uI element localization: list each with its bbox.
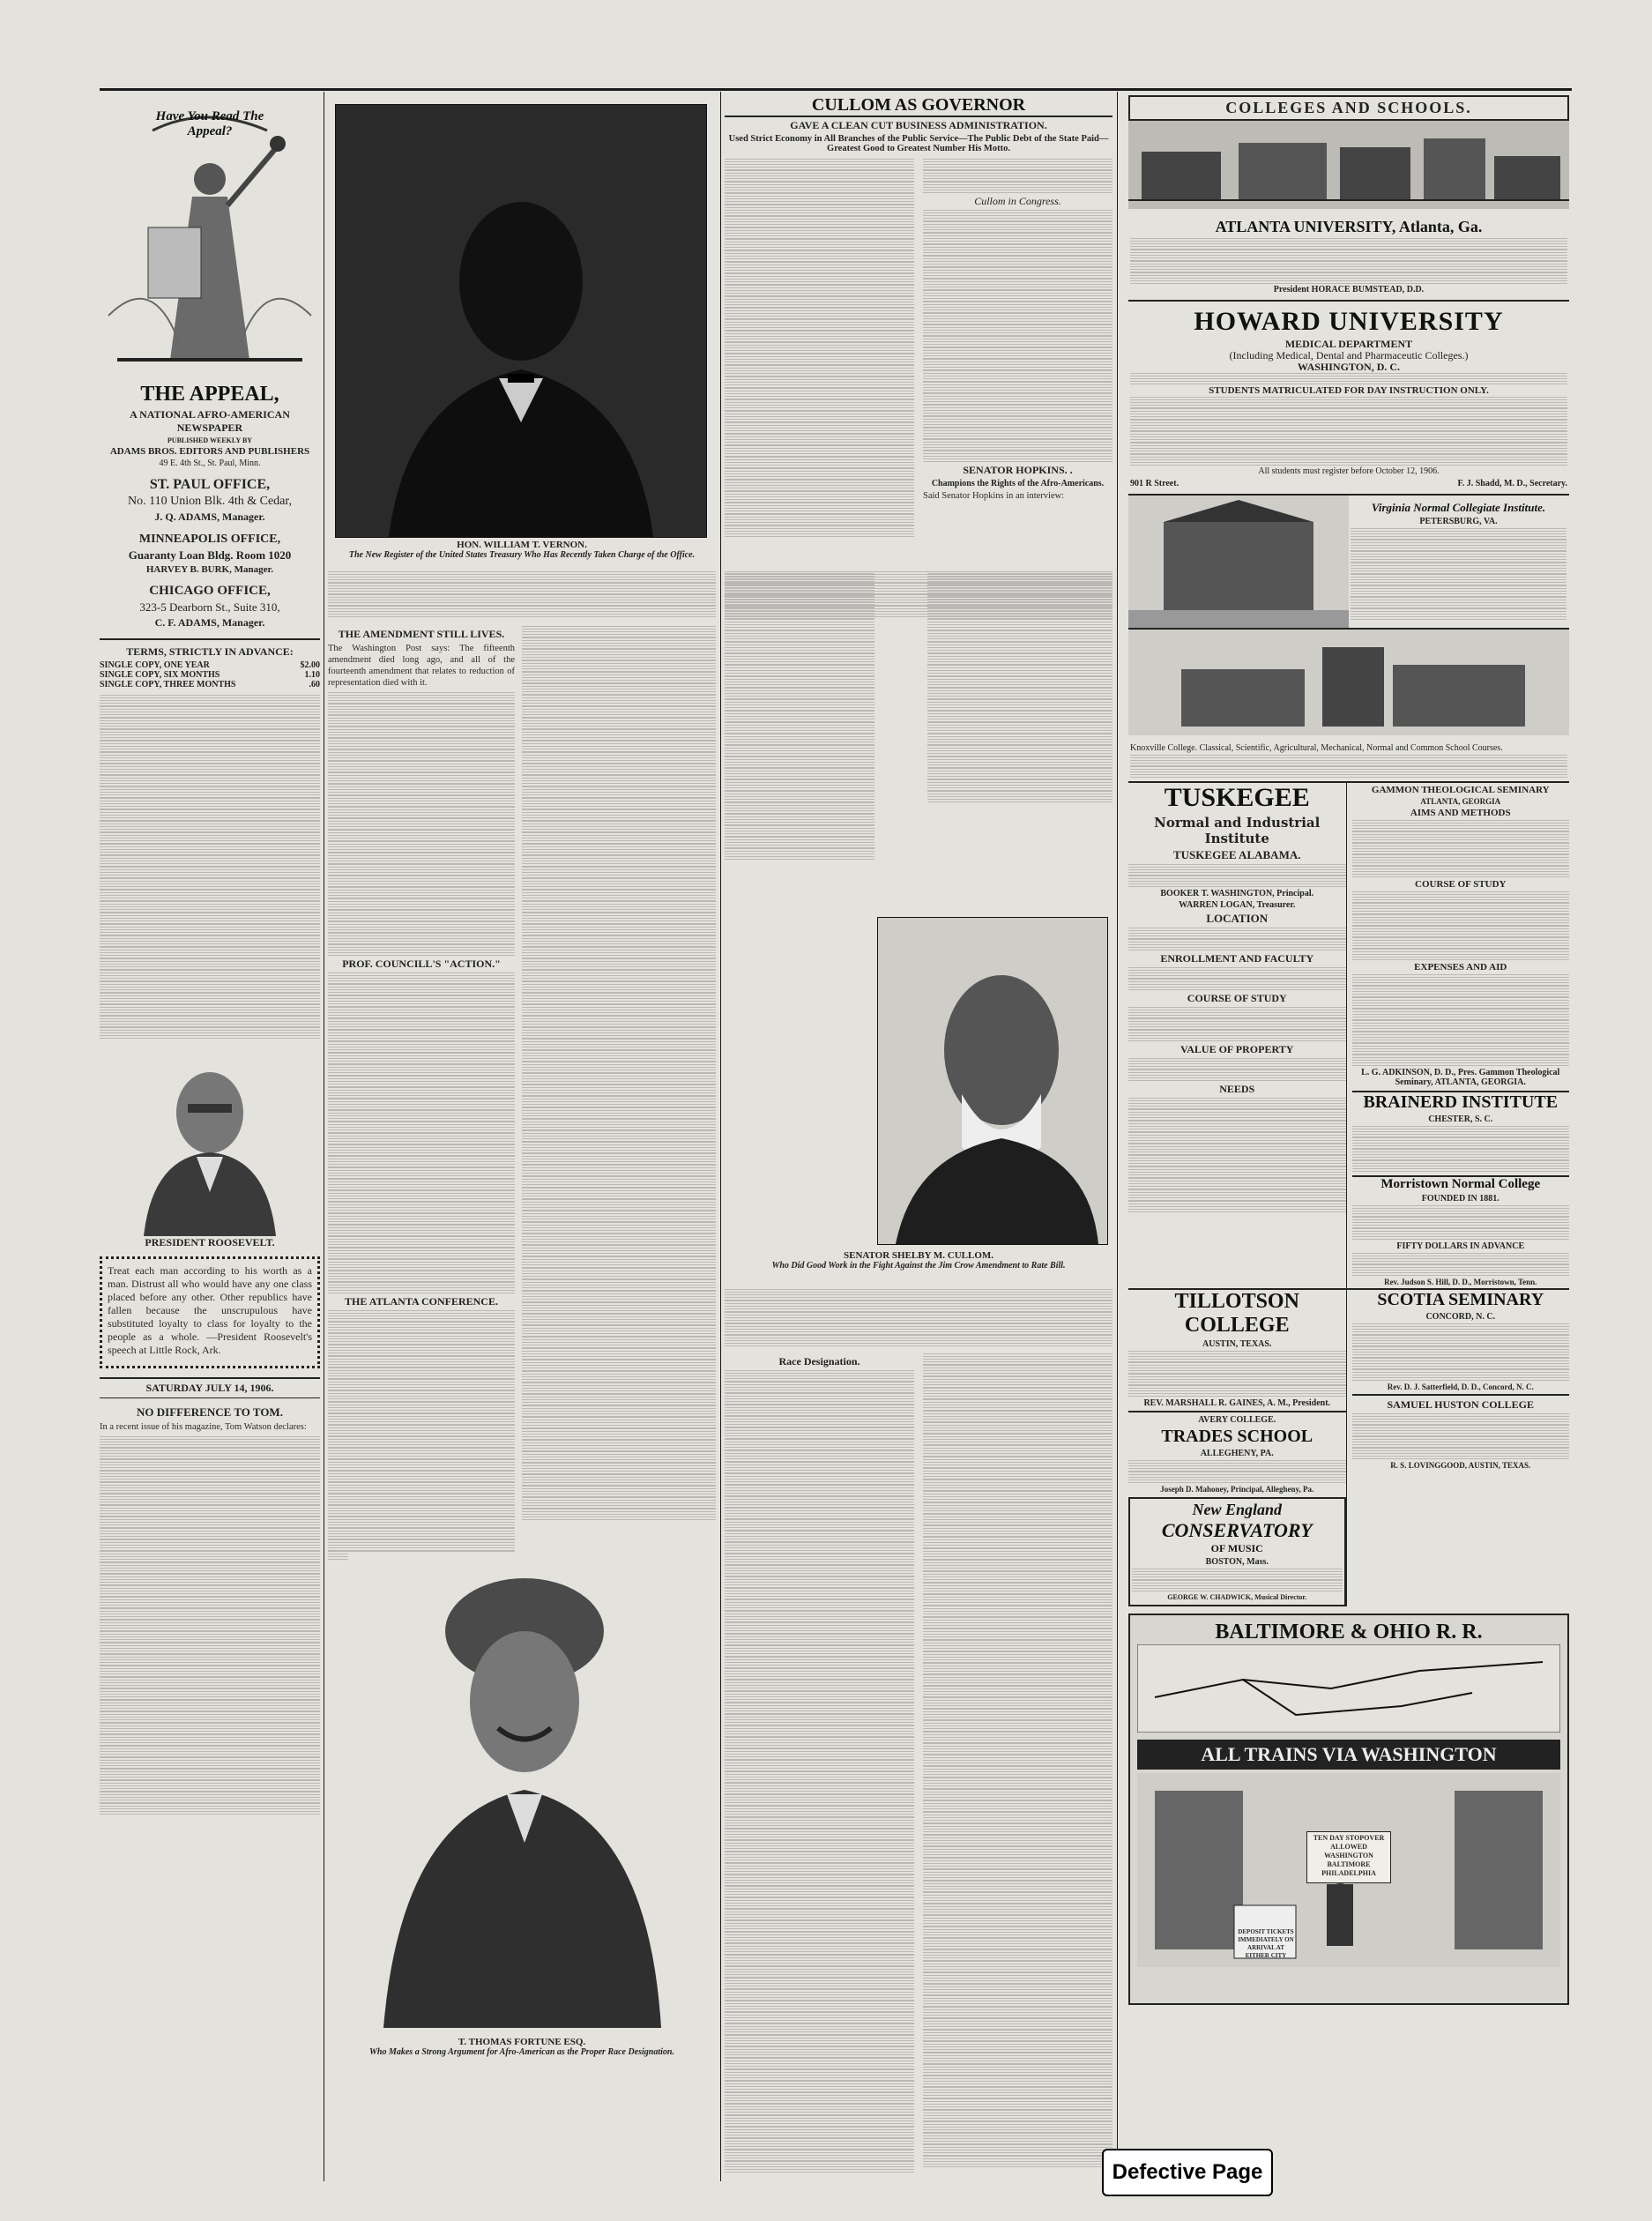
railroad-route-map [1137, 1644, 1560, 1733]
virginia-building [1128, 496, 1349, 628]
cullom-text-right [923, 159, 1112, 537]
scotia-president: Rev. D. J. Satterfield, D. D., Concord, N. C. [1387, 1383, 1534, 1391]
tillotson-ad [1128, 1290, 1347, 1606]
terms-row [100, 670, 320, 680]
tuskegee-property: VALUE OF PROPERTY [1180, 1043, 1294, 1055]
conservatory-ad [1128, 1497, 1346, 1606]
cullom-text-left [725, 159, 914, 537]
railroad-deposit: DEPOSIT TICKETS IMMEDIATELY ON ARRIVAL AT EITHER CITY [1238, 1928, 1294, 1959]
scotia-ad [1347, 1290, 1570, 1606]
office-manager: J. Q. ADAMS, Manager. [154, 511, 265, 523]
trades-place: ALLEGHENY, PA. [1200, 1449, 1274, 1458]
council-heading: PROF. COUNCILL'S "ACTION." [342, 958, 501, 970]
gammon-place: ATLANTA, GEORGIA [1420, 797, 1501, 806]
office-block [100, 477, 320, 630]
roosevelt-quote: Treat each man according to his worth as a man. Distrust all who would have any one class placed before any other. Other republics have fallen because the unscrupulous have substituted loyalty to class for loyalty to the people as a whole. —President Roosevelt's speech at Little Rock, Ark. [108, 1264, 312, 1356]
howard-university-ad [1128, 302, 1569, 496]
cullom-portrait [877, 917, 1108, 1245]
virginia-row [1128, 496, 1569, 630]
office-address: Guaranty Loan Bldg. Room 1020 [128, 548, 292, 562]
amendment-lead: The Washington Post says: The fifteenth amendment died long ago, and all of the fourteenth amendment that relates to reduction of representation died with it. [328, 644, 515, 688]
howard-address: 901 R Street. [1130, 479, 1179, 488]
race-heading: Race Designation. [778, 1355, 860, 1368]
publisher-address: 49 E. 4th St., St. Paul, Minn. [159, 458, 261, 468]
gammon-ad [1347, 783, 1570, 1288]
morristown-fee: FIFTY DOLLARS IN ADVANCE [1396, 1241, 1525, 1251]
paper-subtitle: A NATIONAL AFRO-AMERICAN NEWSPAPER [130, 408, 290, 434]
tuskegee-gammon-row [1128, 783, 1569, 1288]
conservatory-name2: CONSERVATORY [1161, 1519, 1313, 1541]
colleges-column [1128, 95, 1569, 2185]
office-name: MINNEAPOLIS OFFICE, [138, 533, 281, 546]
terms-price: $2.00 [300, 660, 320, 670]
tuskegee-ad [1128, 783, 1347, 1288]
howard-department: MEDICAL DEPARTMENT [1284, 338, 1413, 350]
race-designation-continued [923, 1353, 1112, 2182]
office-manager: HARVEY B. BURK, Manager. [145, 564, 274, 575]
trades-pre: AVERY COLLEGE. [1198, 1415, 1276, 1425]
no-difference-lead: In a recent issue of his magazine, Tom Watson declares: [100, 1422, 307, 1432]
publishers-line: ADAMS BROS. EDITORS AND PUBLISHERS [109, 446, 310, 457]
cullom-photo [878, 918, 1107, 1244]
office-address: 323-5 Dearborn St., Suite 310, [139, 600, 280, 614]
conservatory-director: GEORGE W. CHADWICK, Musical Director. [1167, 1593, 1307, 1601]
terms-heading: TERMS, STRICTLY IN ADVANCE: [126, 645, 294, 658]
cullom-subheading: GAVE A CLEAN CUT BUSINESS ADMINISTRATION. [790, 119, 1047, 131]
atlanta-university-buildings [1128, 121, 1569, 209]
atlanta-university-president: President HORACE BUMSTEAD, D.D. [1273, 285, 1425, 294]
terms-label: SINGLE COPY, ONE YEAR [100, 660, 210, 670]
race-designation-column [725, 1353, 914, 2182]
hopkins-subheading: Champions the Rights of the Afro-Americans. [931, 479, 1105, 488]
hopkins-continued [927, 573, 1112, 908]
cullom-caption: SENATOR SHELBY M. CULLOM. [843, 1250, 994, 1261]
top-rule [100, 88, 1572, 91]
conservatory-name1: New England [1192, 1501, 1283, 1518]
howard-name: HOWARD UNIVERSITY [1194, 307, 1504, 336]
fortune-subcaption: Who Makes a Strong Argument for Afro-American as the Proper Race Designation. [369, 2047, 674, 2057]
gammon-aims: AIMS AND METHODS [1410, 808, 1511, 818]
chicago-tribune-column [522, 626, 716, 1561]
conservatory-place: BOSTON, Mass. [1205, 1557, 1269, 1567]
railroad-stopover: TEN DAY STOPOVER ALLOWED WASHINGTON BALTIMORE PHILADELPHIA [1313, 1834, 1385, 1877]
fortune-caption: T. THOMAS FORTUNE ESQ. [458, 2037, 586, 2047]
terms-price: 1.10 [304, 670, 320, 680]
colleges-banner-text: COLLEGES AND SCHOOLS. [1225, 99, 1472, 116]
terms-row [100, 680, 320, 689]
railroad-deposit-sign [1236, 1928, 1296, 1963]
terms-label: SINGLE COPY, THREE MONTHS [100, 680, 236, 689]
cullom-continued-left [725, 573, 874, 1243]
amendment-heading: THE AMENDMENT STILL LIVES. [338, 628, 505, 640]
tuskegee-principal: BOOKER T. WASHINGTON, Principal. [1160, 889, 1314, 898]
fortune-portrait [348, 1552, 696, 2028]
terms-block [100, 638, 320, 1039]
tillotson-scotia-row [1128, 1288, 1569, 1606]
terms-fineprint [100, 695, 320, 1039]
gammon-study: COURSE OF STUDY [1415, 879, 1507, 890]
cullom-column [725, 95, 1112, 571]
brainerd-place: CHESTER, S. C. [1428, 1114, 1493, 1124]
gammon-name: GAMMON THEOLOGICAL SEMINARY [1371, 785, 1550, 795]
virginia-name: Virginia Normal Collegiate Institute. [1371, 501, 1546, 514]
cullom-caption-area [725, 1250, 1112, 1286]
trades-principal: Joseph D. Mahoney, Principal, Allegheny, Pa. [1160, 1485, 1314, 1494]
paper-title: THE APPEAL, [140, 383, 279, 406]
no-difference-body [100, 1436, 320, 1815]
masthead-column [100, 95, 320, 2185]
atlanta-university-name: ATLANTA UNIVERSITY, Atlanta, Ga. [1215, 218, 1483, 235]
fortune-caption-area [328, 2037, 716, 2072]
cullom-heading: CULLOM AS GOVERNOR [725, 95, 1112, 117]
knoxville-text: Knoxville College. Classical, Scientific, Agricultural, Mechanical, Normal and Common School Courses. [1130, 743, 1503, 753]
cullom-deck: Used Strict Economy in All Branches of the Public Service—The Public Debt of the State Paid—Greatest Good to Greatest Number His Motto. [728, 134, 1109, 153]
conservatory-name3: OF MUSIC [1210, 1542, 1263, 1554]
hopkins-heading: SENATOR HOPKINS. . [963, 464, 1073, 476]
cullom-closing [725, 1289, 1112, 1346]
morristown-founded: FOUNDED IN 1881. [1421, 1194, 1499, 1204]
tuskegee-study: COURSE OF STUDY [1187, 992, 1287, 1004]
published-line: PUBLISHED WEEKLY BY [167, 436, 253, 444]
fortune-engraving [348, 1552, 696, 2028]
tillotson-name: TILLOTSON COLLEGE [1174, 1290, 1299, 1337]
huston-president: R. S. LOVINGGOOD, AUSTIN, TEXAS. [1390, 1461, 1531, 1470]
railroad-ad [1128, 1614, 1569, 2005]
logo-lettering: Have You Read The Appeal? [155, 109, 264, 138]
virginia-ad [1349, 496, 1568, 628]
howard-register: All students must register before October 12, 1906. [1258, 466, 1440, 476]
appeal-logo [100, 95, 320, 377]
office-manager: C. F. ADAMS, Manager. [154, 616, 265, 629]
knoxville-buildings [1128, 630, 1569, 735]
vernon-caption: HON. WILLIAM T. VERNON. [457, 540, 587, 550]
column-rule [1117, 92, 1118, 2181]
howard-notice: STUDENTS MATRICULATED FOR DAY INSTRUCTION ONLY. [1209, 385, 1489, 396]
atlanta-university-ad [1128, 212, 1569, 302]
terms-label: SINGLE COPY, SIX MONTHS [100, 670, 220, 680]
roosevelt-quote-box [100, 1256, 320, 1368]
roosevelt-caption: PRESIDENT ROOSEVELT. [145, 1236, 275, 1248]
tuskegee-location: LOCATION [1206, 912, 1269, 925]
cullom-congress-heading: Cullom in Congress. [974, 195, 1061, 207]
colleges-banner [1128, 95, 1569, 121]
roosevelt-portrait [100, 1051, 320, 1236]
tuskegee-enrollment: ENROLLMENT AND FACULTY [1160, 952, 1314, 965]
column-rule [720, 92, 721, 2181]
gammon-expenses: EXPENSES AND AID [1414, 962, 1507, 973]
howard-includes: (Including Medical, Dental and Pharmaceutic Colleges.) [1229, 349, 1469, 361]
hopkins-lead: Said Senator Hopkins in an interview: [923, 491, 1065, 501]
howard-secretary: F. J. Shadd, M. D., Secretary. [1457, 479, 1567, 488]
scotia-name: SCOTIA SEMINARY [1377, 1290, 1544, 1309]
vernon-caption-area [328, 540, 716, 566]
knoxville-ad [1128, 739, 1569, 783]
roosevelt-engraving [100, 1051, 320, 1236]
amendment-column [328, 626, 515, 1561]
howard-place: WASHINGTON, D. C. [1297, 361, 1401, 373]
railroad-stopover-sign [1306, 1831, 1391, 1883]
tillotson-place: AUSTIN, TEXAS. [1202, 1339, 1272, 1349]
gammon-president: L. G. ADKINSON, D. D., Pres. Gammon Theological Seminary, ATLANTA, GEORGIA. [1361, 1068, 1560, 1087]
trades-name: TRADES SCHOOL [1161, 1427, 1313, 1446]
tuskegee-needs: NEEDS [1219, 1083, 1255, 1095]
terms-price: .60 [309, 680, 320, 689]
tuskegee-name: TUSKEGEE [1164, 783, 1310, 812]
tuskegee-place: TUSKEGEE ALABAMA. [1173, 848, 1301, 861]
defective-page-stamp: Defective Page [1102, 2149, 1273, 2196]
vernon-intro [328, 571, 716, 617]
tillotson-president: REV. MARSHALL R. GAINES, A. M., President. [1143, 1398, 1331, 1408]
terms-row [100, 660, 320, 670]
huston-name: SAMUEL HUSTON COLLEGE [1387, 1398, 1534, 1411]
tuskegee-sub: Normal and Industrial Institute [1154, 815, 1321, 846]
virginia-place: PETERSBURG, VA. [1419, 517, 1498, 526]
office-address: No. 110 Union Blk. 4th & Cedar, [128, 495, 292, 508]
scotia-place: CONCORD, N. C. [1425, 1312, 1496, 1322]
office-name: ST. PAUL OFFICE, [149, 477, 271, 492]
brainerd-name: BRAINERD INSTITUTE [1363, 1092, 1559, 1112]
cullom-subcaption: Who Did Good Work in the Fight Against the Jim Crow Amendment to Rate Bill. [771, 1261, 1066, 1271]
vernon-photo [336, 105, 706, 537]
railroad-name: BALTIMORE & OHIO R. R. [1215, 1621, 1483, 1643]
no-difference-heading: NO DIFFERENCE TO TOM. [137, 1405, 283, 1419]
issue-date: SATURDAY JULY 14, 1906. [100, 1377, 320, 1398]
vernon-portrait [335, 104, 707, 538]
vernon-subcaption: The New Register of the United States Treasury Who Has Recently Taken Charge of the Office. [348, 550, 696, 560]
morristown-name: Morristown Normal College [1380, 1177, 1541, 1191]
office-name: CHICAGO OFFICE, [149, 584, 271, 598]
railroad-slogan: ALL TRAINS VIA WASHINGTON [1137, 1740, 1560, 1770]
morristown-president: Rev. Judson S. Hill, D. D., Morristown, Tenn. [1384, 1278, 1537, 1286]
tuskegee-treasurer: WARREN LOGAN, Treasurer. [1179, 900, 1296, 910]
atlanta-conference-heading: THE ATLANTA CONFERENCE. [345, 1295, 498, 1308]
